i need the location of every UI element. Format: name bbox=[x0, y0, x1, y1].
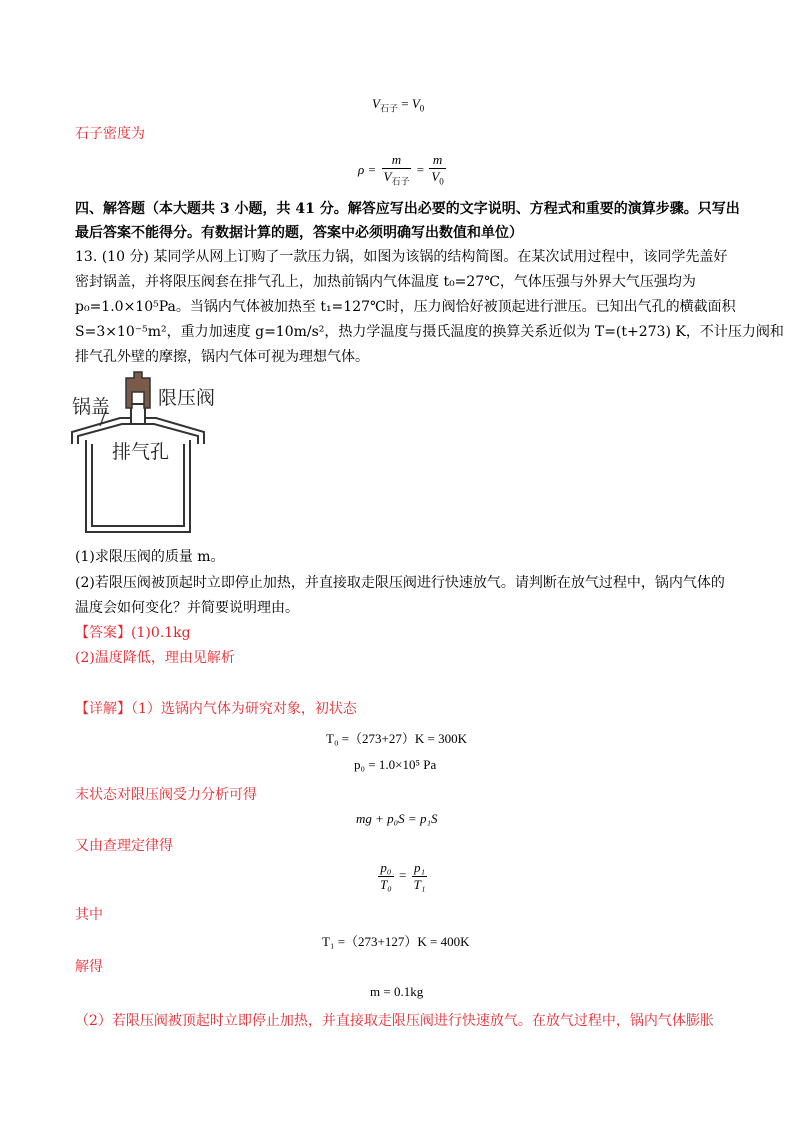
equation-mass: m = 0.1kg bbox=[370, 984, 424, 999]
equation-T0: T₀ =（273+27）K = 300K bbox=[326, 731, 467, 746]
lid-label: 锅盖 bbox=[72, 396, 111, 418]
volume-equation: $V_{石子} = V_0$ bbox=[372, 96, 425, 114]
question-2-line2: 温度会如何变化？并简要说明理由。 bbox=[75, 600, 299, 616]
answer-2: (2)温度降低，理由见解析 bbox=[75, 650, 235, 666]
charles-law-text: 又由查理定律得 bbox=[75, 838, 173, 854]
equation-force-balance: mg + p₀S = p₁S bbox=[356, 811, 438, 826]
equation-p0: p₀ = 1.0×10⁵ Pa bbox=[354, 757, 437, 772]
problem-line-2: 密封锅盖，并将限压阀套在排气孔上，加热前锅内气体温度 t₀=27℃，气体压强与外界大气压强均为 bbox=[75, 274, 696, 290]
question-1: (1)求限压阀的质量 m。 bbox=[75, 549, 225, 565]
solution-intro: 【详解】（1）选锅内气体为研究对象，初状态 bbox=[75, 701, 357, 717]
answer-1: 【答案】(1)0.1kg bbox=[75, 625, 191, 641]
limit-valve bbox=[126, 372, 150, 408]
solve-text: 解得 bbox=[75, 959, 103, 975]
equation-charles: $\frac{\text{p₀}}{\text{T₀}}$ = $\frac{\text{p₁}}{\text{T₁}}$ bbox=[380, 860, 426, 892]
problem-line-5: 排气孔外壁的摩擦，锅内气体可视为理想气体。 bbox=[75, 349, 369, 365]
vent-pipe bbox=[131, 404, 145, 424]
section-heading-line1: 四、解答题（本大题共 3 小题，共 41 分。解答应写出必要的文字说明、方程式和重要的演算步骤。只写出 bbox=[75, 201, 740, 217]
problem-line-1: 13. (10 分) 某同学从网上订购了一款压力锅，如图为该锅的结构简图。在某次试用过程中，该同学先盖好 bbox=[75, 249, 728, 265]
equation-T1: T₁ =（273+127）K = 400K bbox=[322, 934, 470, 949]
where-text: 其中 bbox=[75, 907, 103, 923]
valve-label: 限压阀 bbox=[158, 387, 216, 409]
end-state-text: 末状态对限压阀受力分析可得 bbox=[75, 787, 257, 803]
vent-hole-label: 排气孔 bbox=[112, 441, 170, 463]
question-2-line1: (2)若限压阀被顶起时立即停止加热，并直接取走限压阀进行快速放气。请判断在放气过程中，锅内气体的 bbox=[75, 575, 725, 591]
section-heading-line2: 最后答案不能得分。有数据计算的题，答案中必须明确写出数值和单位） bbox=[75, 225, 523, 241]
problem-line-4: S=3×10⁻⁵m²，重力加速度 g=10m/s²，热力学温度与摄氏温度的换算关系近似为 T=(t+273) K，不计压力阀和 bbox=[75, 324, 784, 340]
density-label: 石子密度为 bbox=[75, 126, 145, 142]
problem-line-3: p₀=1.0×10⁵Pa。当锅内气体被加热至 t₁=127℃时，压力阀恰好被顶起进行泄压。已知出气孔的横截面积 bbox=[75, 299, 736, 315]
density-equation: ρ = $\frac{m}{V_{石子}}$ = $\frac{m}{V_0}$ bbox=[358, 152, 444, 187]
solution-part-2: （2）若限压阀被顶起时立即停止加热，并直接取走限压阀进行快速放气。在放气过程中，锅内气体膨胀 bbox=[75, 1013, 714, 1029]
